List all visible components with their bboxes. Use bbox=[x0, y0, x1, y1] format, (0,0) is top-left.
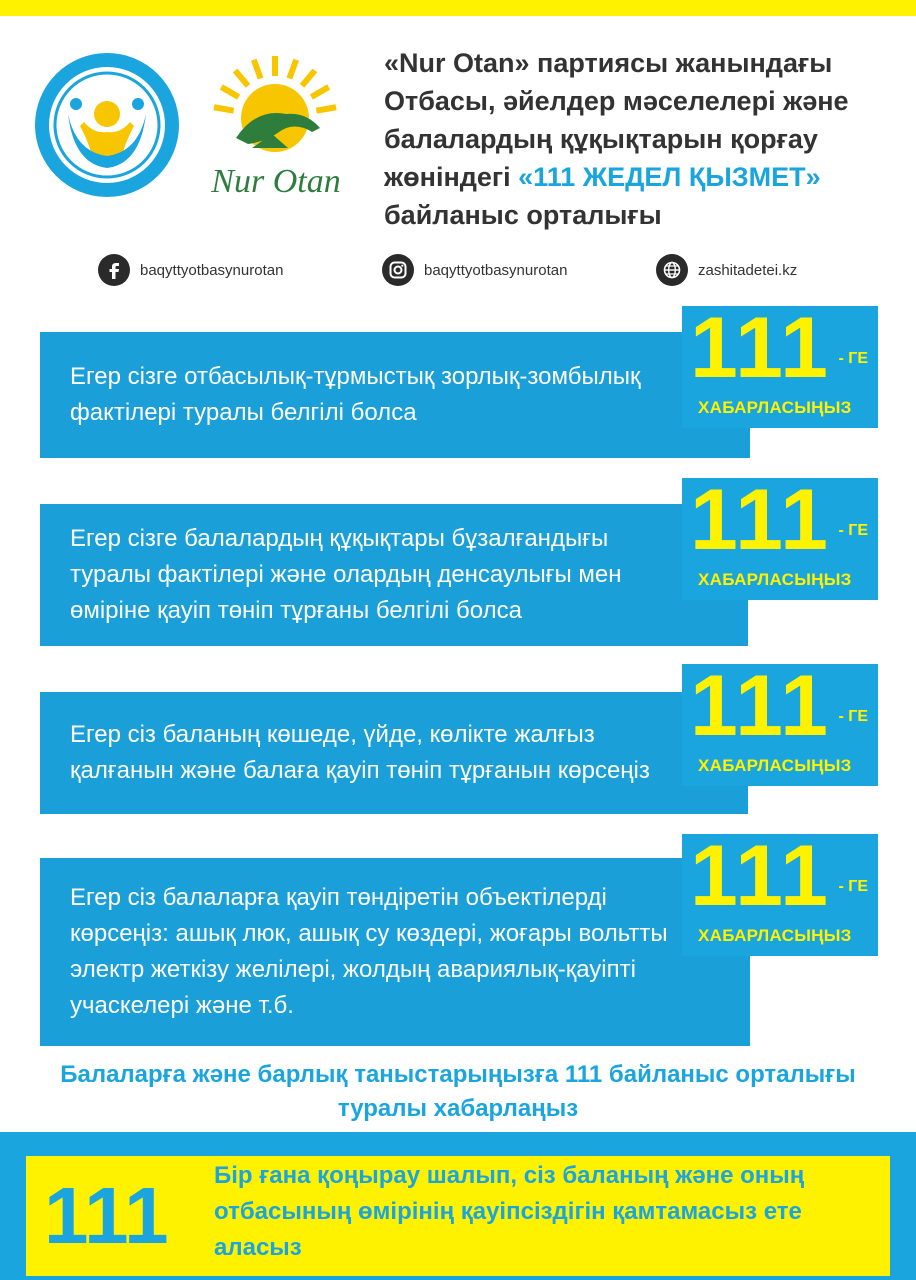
family-logo bbox=[34, 52, 180, 198]
bottom-note: Балаларға және барлық таныстарыңызға 111 байланыс орталығы туралы хабарлаңыз bbox=[60, 1061, 856, 1122]
call-label-4: ХАБАРЛАСЫҢЫЗ bbox=[698, 926, 852, 945]
call-label-1: ХАБАРЛАСЫҢЫЗ bbox=[698, 398, 852, 417]
page-title bbox=[384, 44, 904, 234]
hotline-suffix-3: - ГЕ bbox=[838, 708, 868, 725]
facebook-label: baqyttyotbasynurotan bbox=[140, 261, 284, 279]
info-text-2: Егер сізге балалардың құқықтары бұзалғандығы туралы фактілері және олардың денсаулығы мен өміріне қауіп төніп тұрғаны белгілі болса bbox=[70, 525, 622, 624]
nur-otan-logo bbox=[196, 52, 356, 202]
info-text-3: Егер сіз баланың көшеде, үйде, көлікте жалғыз қалғанын және балаға қауіп төніп тұрғанын көрсеңіз bbox=[70, 721, 650, 784]
title-highlight: «111 ЖЕДЕЛ ҚЫЗМЕТ» bbox=[518, 162, 821, 192]
title-text-2: байланыс орталығы bbox=[384, 200, 662, 230]
nur-otan-logo-text: Nur Otan bbox=[211, 163, 341, 200]
footer-yellow-panel bbox=[26, 1156, 890, 1276]
call-label-2: ХАБАРЛАСЫҢЫЗ bbox=[698, 570, 852, 589]
facebook-link[interactable] bbox=[98, 252, 283, 288]
info-text-4: Егер сіз балаларға қауіп төндіретін объектілерді көрсеңіз: ашық люк, ашық су көздері, жоғары вольтты электр жеткізу желілері, жолдың авариялық-қауіпті учаскелері және т.б. bbox=[70, 884, 668, 1019]
website-link[interactable] bbox=[656, 252, 797, 288]
instagram-label: baqyttyotbasynurotan bbox=[424, 261, 568, 279]
website-label: zashitadetei.kz bbox=[698, 261, 798, 279]
top-yellow-bar bbox=[0, 0, 916, 16]
info-box-1 bbox=[40, 332, 750, 458]
info-box-4 bbox=[40, 858, 750, 1046]
info-text-1: Егер сізге отбасылық-тұрмыстық зорлық-зомбылық фактілері туралы белгілі болса bbox=[70, 363, 641, 426]
info-box-2 bbox=[40, 504, 748, 646]
globe-icon bbox=[656, 254, 688, 286]
hotline-suffix-2: - ГЕ bbox=[838, 522, 868, 539]
hotline-number-2: 111 bbox=[690, 472, 830, 568]
instagram-link[interactable] bbox=[382, 252, 567, 288]
call-badge-3 bbox=[682, 658, 878, 786]
call-label-3: ХАБАРЛАСЫҢЫЗ bbox=[698, 756, 852, 775]
info-box-3 bbox=[40, 692, 748, 814]
hotline-number-1: 111 bbox=[690, 300, 830, 396]
footer-text: Бір ғана қоңырау шалып, сіз баланың және оның отбасының өмірінің қауіпсіздігін қамтамасыз ете аласыз bbox=[214, 1162, 805, 1261]
call-badge-1 bbox=[682, 300, 878, 428]
call-badge-2 bbox=[682, 472, 878, 600]
title-text-1: «Nur Otan» партиясы жанындағы Отбасы, әйелдер мәселелері және балалардың құқықтарын қорғау жөніндегі bbox=[384, 48, 849, 192]
hotline-number-4: 111 bbox=[690, 828, 830, 924]
footer-banner bbox=[0, 1132, 916, 1280]
hotline-suffix-4: - ГЕ bbox=[838, 878, 868, 895]
instagram-icon bbox=[382, 254, 414, 286]
call-badge-4 bbox=[682, 828, 878, 956]
facebook-icon bbox=[98, 254, 130, 286]
hotline-number-3: 111 bbox=[690, 658, 830, 754]
footer-hotline-number: 111 bbox=[44, 1171, 169, 1260]
hotline-suffix-1: - ГЕ bbox=[838, 350, 868, 367]
